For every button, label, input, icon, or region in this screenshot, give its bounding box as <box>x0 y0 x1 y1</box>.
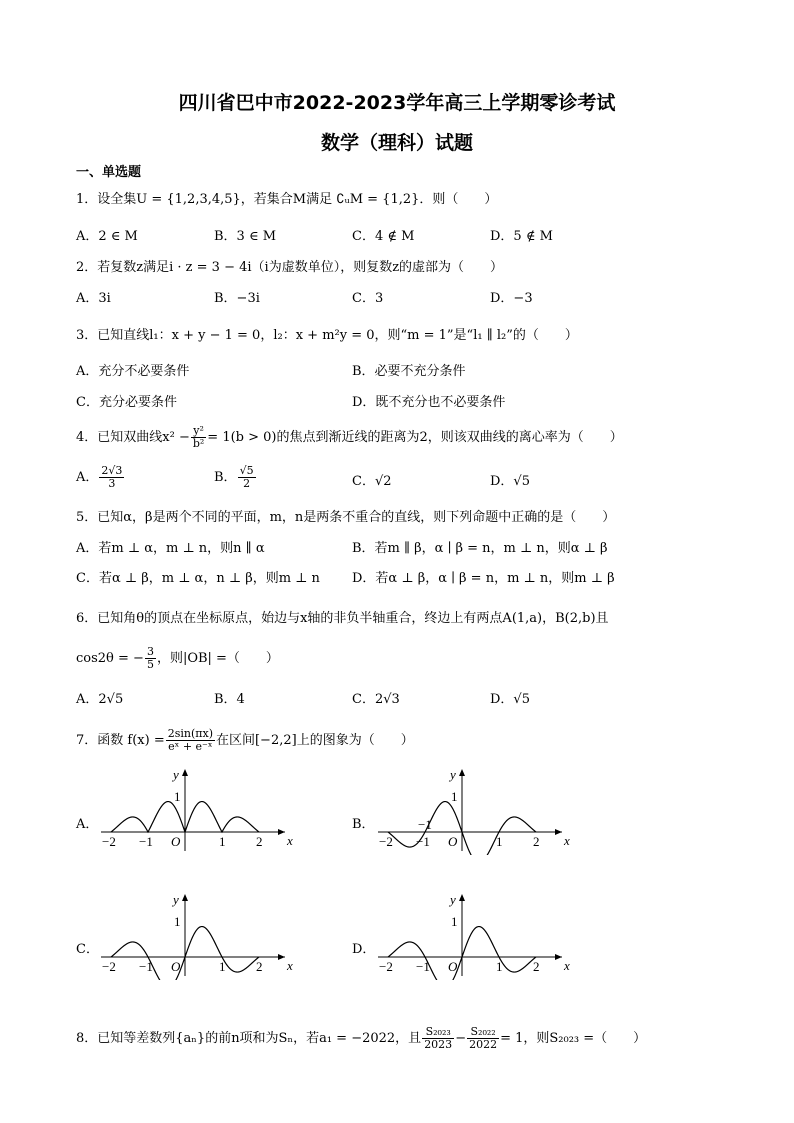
q4-option-b: B． $\frac{√5}{2}$ <box>214 464 254 490</box>
q5-option-b: B．若m ∥ β，α ∣ β = n，m ⊥ n，则α ⊥ β <box>352 541 608 556</box>
q6-option-c: C．2√3 <box>352 692 400 707</box>
q2-option-b: B．−3i <box>214 291 260 306</box>
y-axis-arrow <box>182 769 188 776</box>
x-axis-arrow <box>555 829 562 835</box>
y-axis-label: y <box>450 892 456 907</box>
q3-option-c: C．充分必要条件 <box>76 395 177 410</box>
section-heading: 一、单选题 <box>76 165 142 180</box>
y-axis-arrow <box>459 769 465 776</box>
x-axis-arrow <box>278 954 285 960</box>
x-axis-label: x <box>564 958 570 973</box>
q1-option-d: D．5 ∉ M <box>490 229 553 244</box>
graph-c <box>95 890 295 980</box>
x-axis-label: x <box>564 833 570 848</box>
q2-option-d: D．−3 <box>490 291 533 306</box>
question-6-stem: 6．已知角θ的顶点在坐标原点，始边与x轴的非负半轴重合，终边上有两点A(1,a)，B(2,b)且 <box>76 611 609 626</box>
graph-d <box>372 890 572 980</box>
origin-label: O <box>171 959 181 974</box>
q2-option-c: C．3 <box>352 291 384 306</box>
q1-option-a: A．2 ∈ M <box>76 229 138 244</box>
q3-option-d: D．既不充分也不必要条件 <box>352 395 506 410</box>
origin-label: O <box>448 834 458 849</box>
x-tick-neg-1: −1 <box>139 959 153 974</box>
y-tick-1: 1 <box>174 789 181 804</box>
q7-option-b: B． <box>352 817 375 832</box>
question-8-stem: 8．已知等差数列{aₙ}的前n项和为Sₙ，若a₁ = −2022，且 $\frac{\text{S₂₀₂₃}}{2023}$ − $\frac{\text{S₂₀₂₂}}{2022}$ = 1，则S₂₀₂₃ =（ ） <box>76 1025 647 1051</box>
x-tick-2: 2 <box>256 959 263 974</box>
q1-option-b: B．3 ∈ M <box>214 229 277 244</box>
x-axis-arrow <box>555 954 562 960</box>
x-tick-neg-2: −2 <box>102 959 116 974</box>
q4-option-c: C．√2 <box>352 474 392 489</box>
x-tick-2: 2 <box>533 959 540 974</box>
graph-a <box>95 765 295 855</box>
x-tick-neg-2: −2 <box>379 959 393 974</box>
x-tick-neg-1: −1 <box>139 834 153 849</box>
y-tick-neg-1: −1 <box>418 817 432 832</box>
y-axis-arrow <box>459 894 465 901</box>
x-tick-2: 2 <box>533 834 540 849</box>
y-tick-1: 1 <box>174 914 181 929</box>
x-tick-1: 1 <box>219 834 226 849</box>
q1-option-c: C．4 ∉ M <box>352 229 415 244</box>
q7-option-c: C． <box>76 942 99 957</box>
y-axis-label: y <box>450 767 456 782</box>
origin-label: O <box>171 834 181 849</box>
q3-option-b: B．必要不充分条件 <box>352 364 466 379</box>
y-axis-arrow <box>182 894 188 901</box>
y-tick-1: 1 <box>451 914 458 929</box>
q7-option-d: D． <box>352 942 376 957</box>
x-axis-arrow <box>278 829 285 835</box>
x-axis-label: x <box>287 833 293 848</box>
x-tick-neg-1: −1 <box>416 834 430 849</box>
page-title: 四川省巴中市2022-2023学年高三上学期零诊考试 <box>178 92 616 114</box>
q6-option-b: B．4 <box>214 692 245 707</box>
question-2-stem: 2．若复数z满足i · z = 3 − 4i（i为虚数单位），则复数z的虚部为（ ） <box>76 260 504 275</box>
y-axis-label: y <box>173 767 179 782</box>
question-6-stem-line2: cos2θ = − $\frac{3}{5}$ ，则|OB| =（ ） <box>76 645 279 671</box>
page-subtitle: 数学（理科）试题 <box>320 132 473 154</box>
q3-option-a: A．充分不必要条件 <box>76 364 190 379</box>
question-7-stem: 7．函数 f(x) = $\frac{2\sin(\pi x)}{\text{eˣ + e⁻ˣ}}$ 在区间[−2,2]上的图象为（ ） <box>76 727 414 753</box>
x-tick-1: 1 <box>496 834 503 849</box>
q6-option-a: A．2√5 <box>76 692 124 707</box>
question-1-stem: 1．设全集U = {1,2,3,4,5}，若集合M满足 ∁ᵤM = {1,2}．则（ ） <box>76 192 498 207</box>
x-tick-2: 2 <box>256 834 263 849</box>
x-tick-neg-2: −2 <box>102 834 116 849</box>
q4-option-d: D．√5 <box>490 474 530 489</box>
q7-option-a: A． <box>76 817 99 832</box>
y-tick-1: 1 <box>451 789 458 804</box>
q5-option-a: A．若m ⊥ α，m ⊥ n，则n ∥ α <box>76 541 265 556</box>
y-axis-label: y <box>173 892 179 907</box>
question-3-stem: 3．已知直线l₁：x + y − 1 = 0，l₂：x + m²y = 0，则“m = 1”是“l₁ ∥ l₂”的（ ） <box>76 328 578 343</box>
question-5-stem: 5．已知α，β是两个不同的平面，m，n是两条不重合的直线，则下列命题中正确的是（ ） <box>76 510 616 525</box>
x-tick-neg-2: −2 <box>379 834 393 849</box>
x-tick-neg-1: −1 <box>416 959 430 974</box>
q2-option-a: A．3i <box>76 291 111 306</box>
graph-b <box>372 765 572 855</box>
q5-option-d: D．若α ⊥ β，α ∣ β = n，m ⊥ n，则m ⊥ β <box>352 571 615 586</box>
q4-option-a: A． $\frac{2√3}{3}$ <box>76 464 123 490</box>
x-tick-1: 1 <box>496 959 503 974</box>
q5-option-c: C．若α ⊥ β，m ⊥ α，n ⊥ β，则m ⊥ n <box>76 571 320 586</box>
x-tick-1: 1 <box>219 959 226 974</box>
q6-option-d: D．√5 <box>490 692 530 707</box>
q4-fraction: $\frac{\text{y²}}{\text{b²}}$ <box>192 424 205 450</box>
question-4-stem: 4．已知双曲线x² − $\frac{\text{y²}}{\text{b²}}$ = 1(b > 0)的焦点到渐近线的距离为2，则该双曲线的离心率为（ ） <box>76 424 623 450</box>
x-axis-label: x <box>287 958 293 973</box>
origin-label: O <box>448 959 458 974</box>
